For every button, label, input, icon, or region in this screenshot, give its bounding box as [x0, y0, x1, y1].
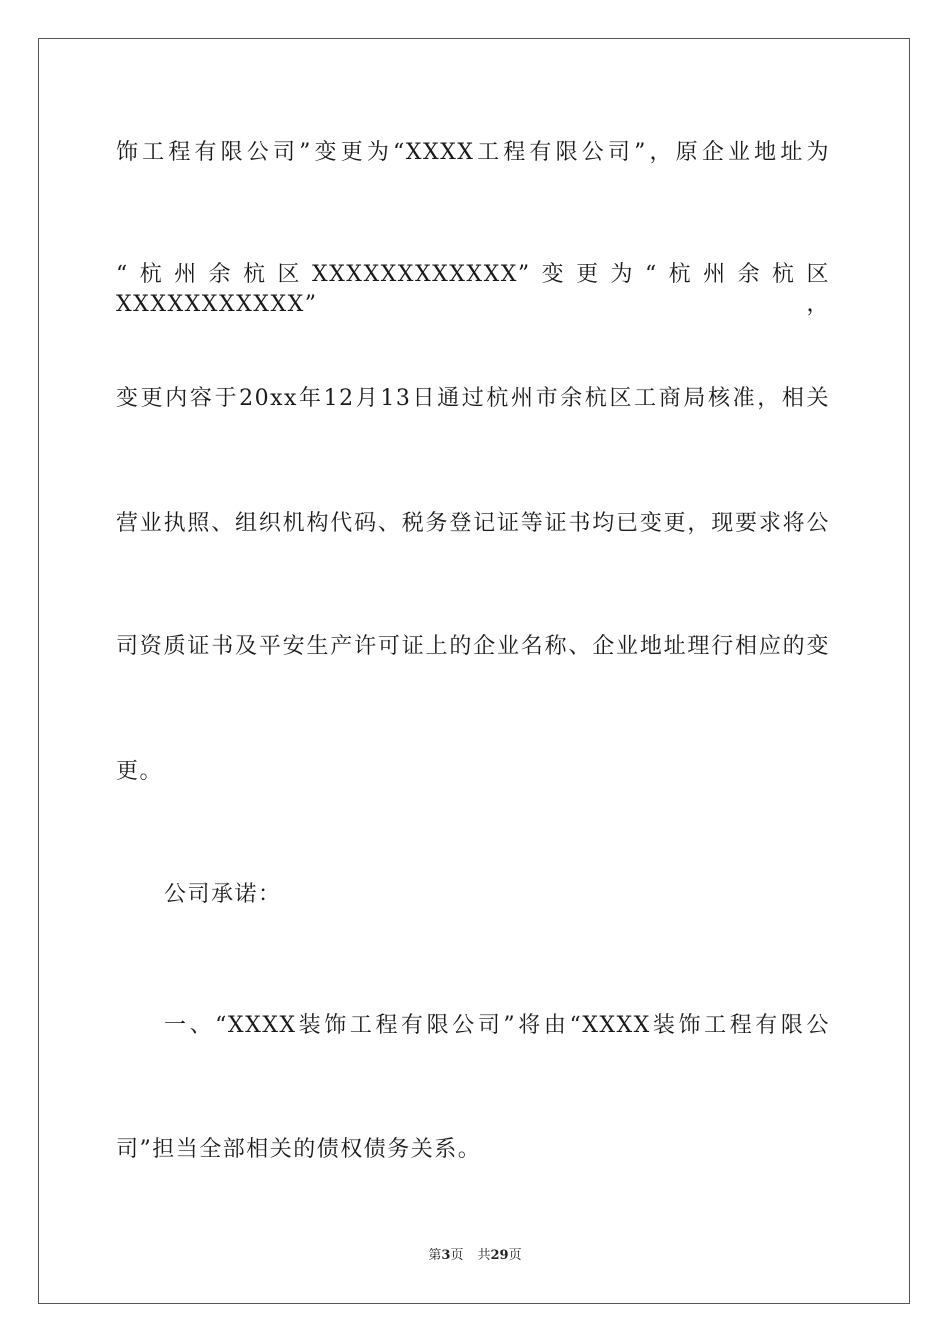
body-line-3: 变更内容于20xx年12月13日通过杭州市余杭区工商局核准，相关: [116, 386, 830, 411]
section-heading: 公司承诺：: [164, 882, 282, 907]
body-line-8: 一、“XXXX装饰工程有限公司”将由“XXXX装饰工程有限公: [164, 1013, 830, 1038]
body-line-2: “杭州余杭区XXXXXXXXXXXX”变更为“杭州余杭区XXXXXXXXXXX”，: [116, 262, 830, 317]
footer-total-suffix: 页: [508, 1248, 522, 1263]
body-line-6: 更。: [116, 759, 164, 784]
footer-total-prefix: 共: [477, 1248, 491, 1263]
body-line-4: 营业执照、组织机构代码、税务登记证等证书均已变更，现要求将公: [116, 511, 830, 536]
footer-page-number: 3: [441, 1248, 451, 1263]
page-footer: [0, 1247, 950, 1265]
footer-page-suffix: 页: [450, 1248, 464, 1263]
body-line-1: 饰工程有限公司”变更为“XXXX工程有限公司”，原企业地址为: [116, 140, 830, 165]
footer-total-pages: 29: [490, 1248, 509, 1263]
body-line-9: 司”担当全部相关的债权债务关系。: [116, 1137, 482, 1162]
page-frame: [38, 38, 910, 1304]
body-line-5: 司资质证书及平安生产许可证上的企业名称、企业地址理行相应的变: [116, 634, 830, 659]
footer-page-prefix: 第: [428, 1248, 442, 1263]
